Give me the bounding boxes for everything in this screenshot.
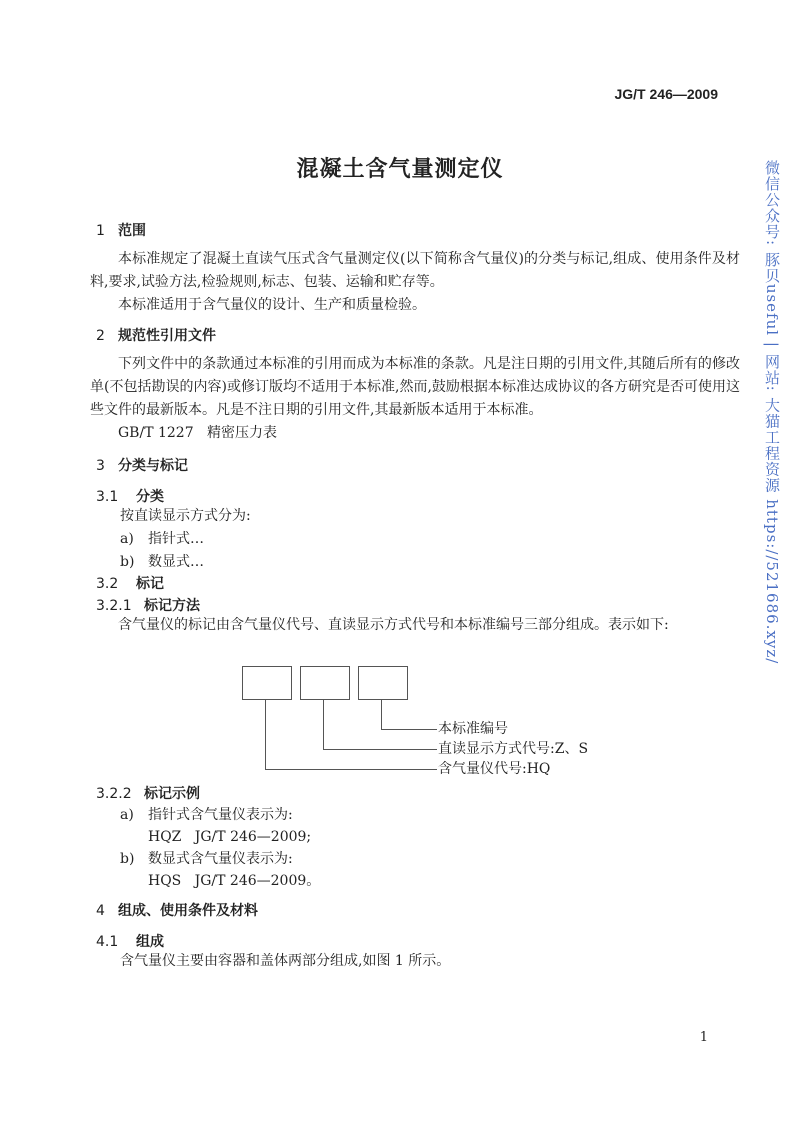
diagram-label-instrument-code: 含气量仪代号:HQ	[438, 761, 551, 777]
diagram-connector	[381, 700, 382, 730]
example-code-b: HQS JG/T 246—2009。	[148, 873, 321, 889]
section-2-para-1: 下列文件中的条款通过本标准的引用而成为本标准的条款。凡是注日期的引用文件,其随后所有的修改单(不包括勘误的内容)或修订版均不适用于本标准,然而,鼓励根据本标准达成协议的各方研究是否可使用这些文件的最新版本。凡是不注日期的引用文件,其最新版本适用于本标准。	[90, 356, 740, 418]
diagram-box-standard-number	[358, 666, 408, 700]
section-4-1-heading: 4.1 组成	[96, 934, 164, 950]
example-item-a: a) 指针式含气量仪表示为:	[120, 807, 293, 823]
diagram-label-display-code: 直读显示方式代号:Z、S	[438, 741, 589, 757]
standard-code-header: JG/T 246—2009	[614, 86, 718, 102]
section-3-2-2-heading: 3.2.2 标记示例	[96, 786, 200, 802]
document-title: 混凝土含气量测定仪	[296, 157, 504, 182]
diagram-connector	[381, 729, 437, 730]
classification-item-a: a) 指针式…	[120, 531, 204, 547]
section-1-para-2: 本标准适用于含气量仪的设计、生产和质量检验。	[118, 297, 426, 313]
diagram-label-standard-number: 本标准编号	[438, 721, 508, 737]
section-4-1-para: 含气量仪主要由容器和盖体两部分组成,如图 1 所示。	[120, 953, 451, 969]
section-1-heading: 1 范围	[96, 223, 146, 239]
diagram-box-display-code	[300, 666, 350, 700]
diagram-connector	[323, 749, 437, 750]
section-3-1-heading: 3.1 分类	[96, 489, 164, 505]
section-1-para-1: 本标准规定了混凝土直读气压式含气量测定仪(以下简称含气量仪)的分类与标记,组成、使用条件及材料,要求,试验方法,检验规则,标志、包装、运输和贮存等。	[90, 251, 740, 290]
example-item-b: b) 数显式含气量仪表示为:	[120, 851, 293, 867]
diagram-connector	[265, 769, 437, 770]
section-3-2-heading: 3.2 标记	[96, 576, 164, 592]
section-3-2-1-heading: 3.2.1 标记方法	[96, 598, 200, 614]
diagram-connector	[265, 700, 266, 770]
classification-item-b: b) 数显式…	[120, 554, 204, 570]
section-4-heading: 4 组成、使用条件及材料	[96, 903, 258, 919]
section-2-heading: 2 规范性引用文件	[96, 328, 216, 344]
diagram-connector	[323, 700, 324, 750]
section-3-heading: 3 分类与标记	[96, 458, 188, 474]
marking-method-intro: 含气量仪的标记由含气量仪代号、直读显示方式代号和本标准编号三部分组成。表示如下:	[118, 617, 669, 633]
example-code-a: HQZ JG/T 246—2009;	[148, 829, 312, 845]
normative-reference: GB/T 1227 精密压力表	[118, 425, 277, 441]
page-number: 1	[699, 1030, 708, 1045]
classification-intro: 按直读显示方式分为:	[120, 508, 251, 524]
watermark-text: 微信公众号: 豚贝useful | 网站: 大猫工程资源 https://521686.xyz/	[763, 160, 781, 665]
diagram-box-instrument-code	[242, 666, 292, 700]
